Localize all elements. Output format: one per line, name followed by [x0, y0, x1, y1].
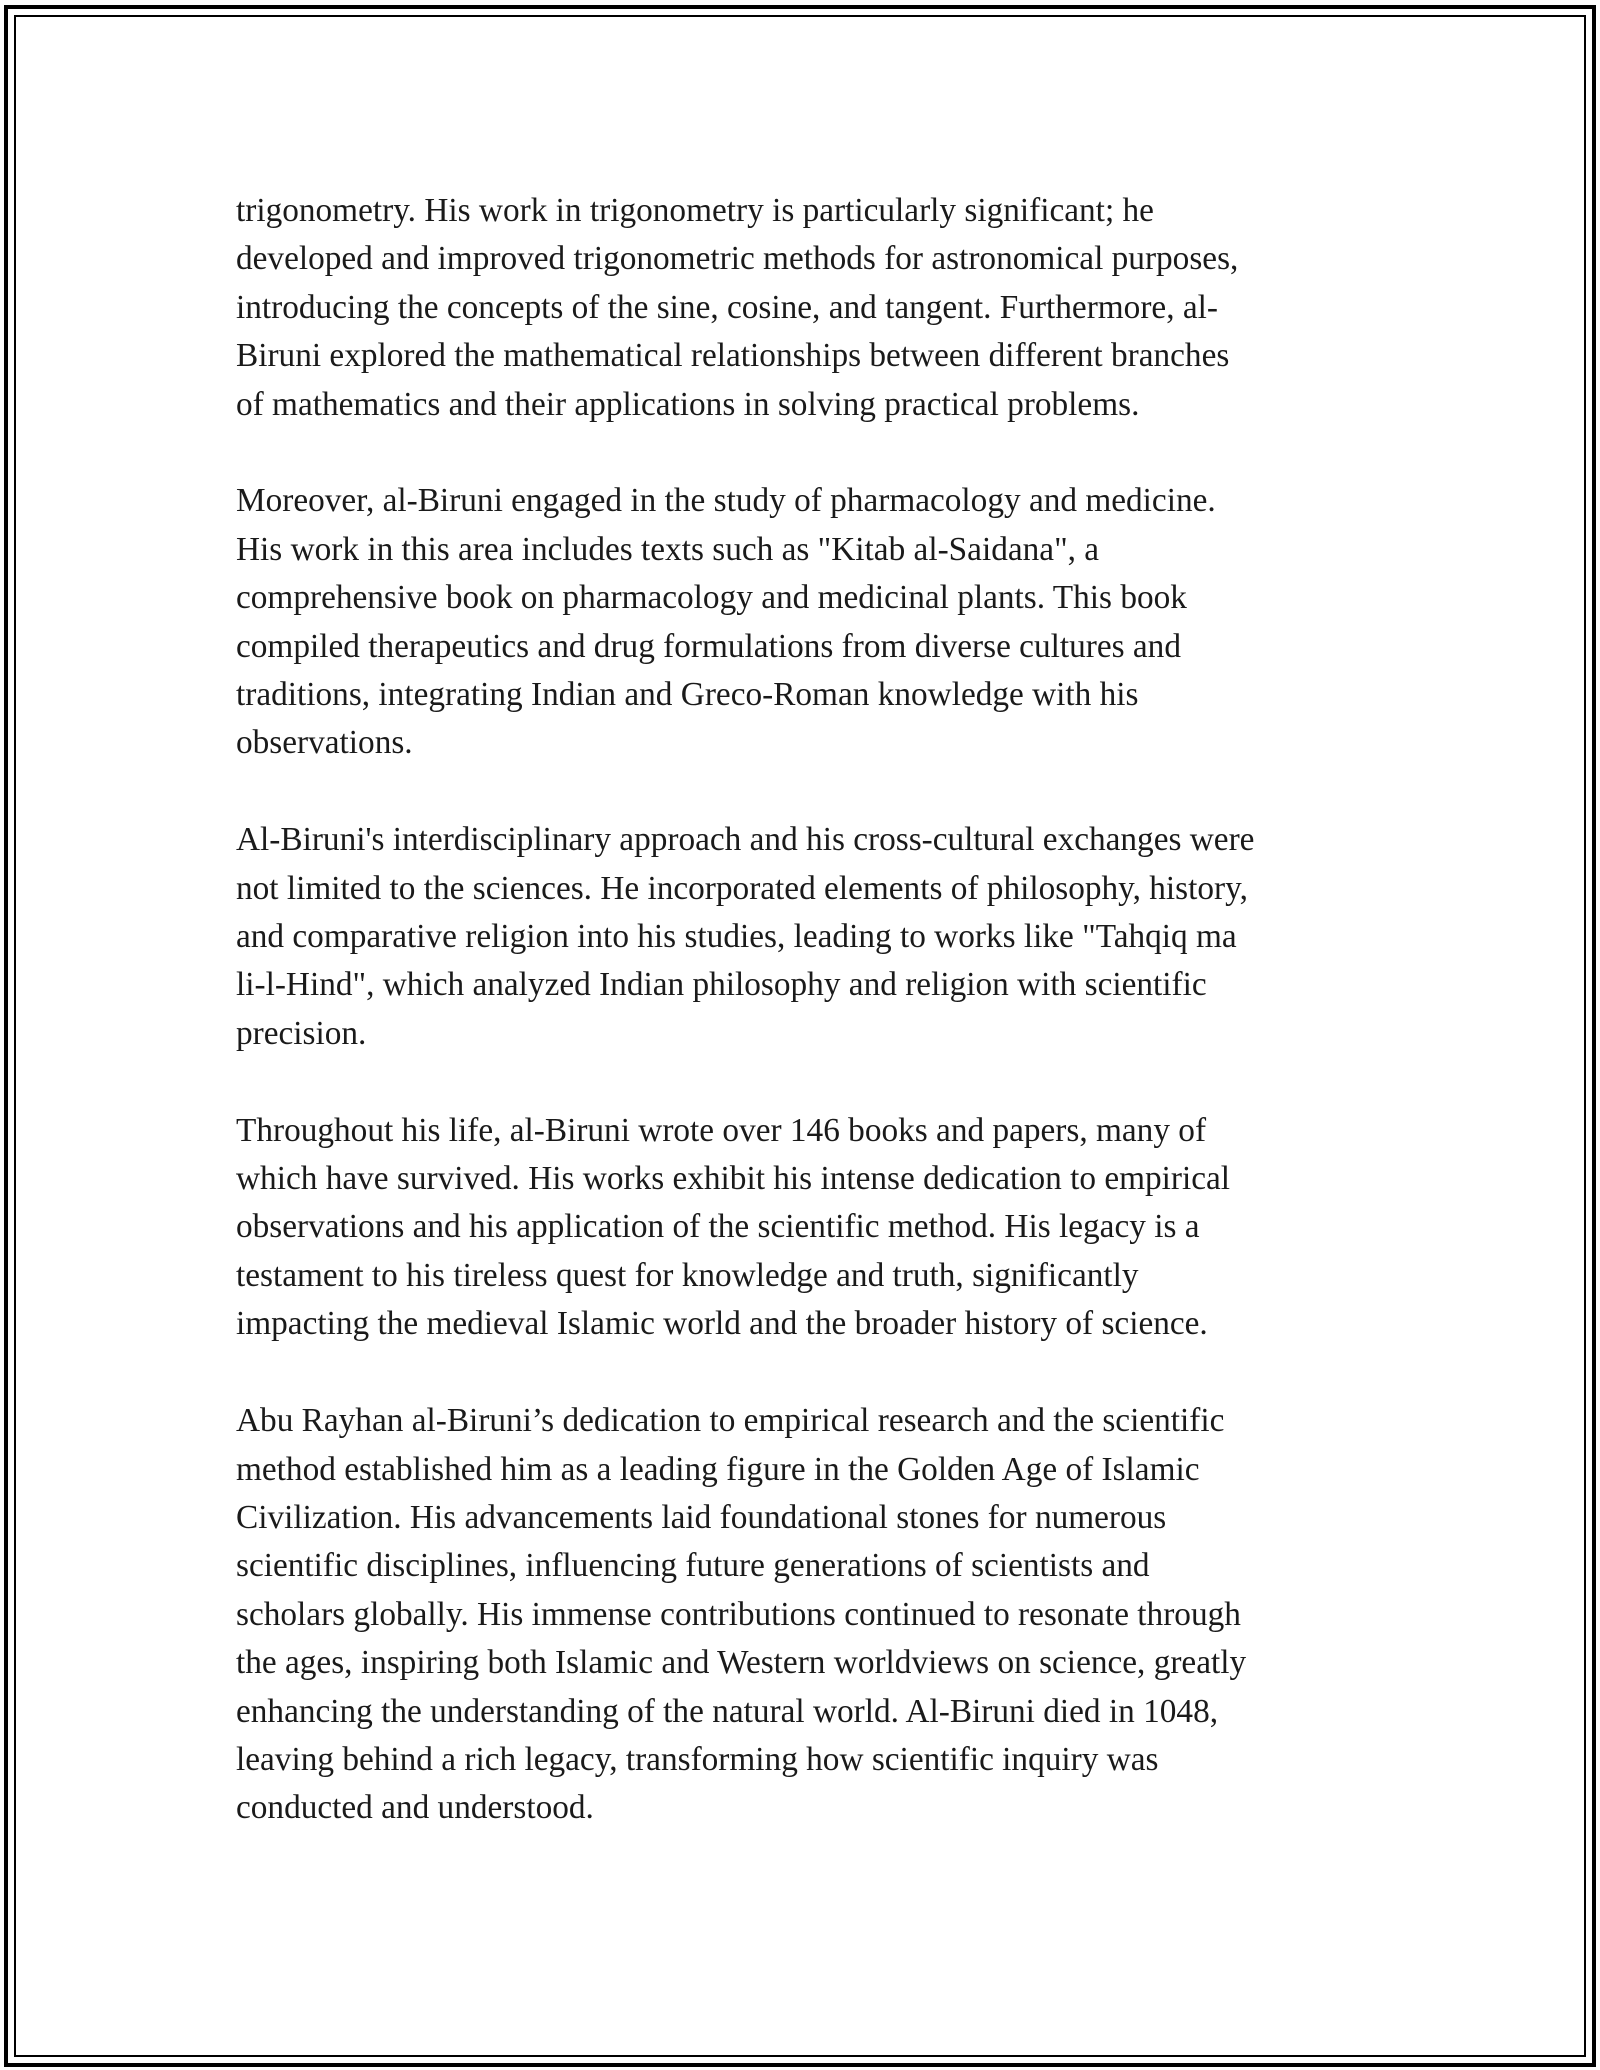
text-line: of mathematics and their applications in solving practical problems.	[236, 385, 1140, 423]
text-line: not limited to the sciences. He incorporated elements of philosophy, history,	[236, 869, 1248, 907]
document-body	[236, 187, 1366, 1881]
text-line: developed and improved trigonometric methods for astronomical purposes,	[236, 240, 1239, 278]
text-line: Throughout his life, al-Biruni wrote over 146 books and papers, many of	[236, 1111, 1207, 1149]
text-line: Biruni explored the mathematical relationships between different branches	[236, 337, 1230, 375]
text-line: Al-Biruni's interdisciplinary approach and his cross-cultural exchanges were	[236, 821, 1255, 859]
text-line: precision.	[236, 1014, 367, 1052]
text-line: enhancing the understanding of the natural world. Al-Biruni died in 1048,	[236, 1692, 1219, 1730]
text-line: Moreover, al-Biruni engaged in the study of pharmacology and medicine.	[236, 482, 1216, 520]
text-line: traditions, integrating Indian and Greco-Roman knowledge with his	[236, 676, 1139, 714]
text-line: li-l-Hind", which analyzed Indian philosophy and religion with scientific	[236, 966, 1207, 1004]
text-line: Abu Rayhan al-Biruni’s dedication to empirical research and the scientific	[236, 1402, 1225, 1440]
text-line: scholars globally. His immense contributions continued to resonate through	[236, 1595, 1241, 1633]
text-line: observations.	[236, 724, 413, 762]
text-line: comprehensive book on pharmacology and medicinal plants. This book	[236, 579, 1187, 617]
text-line: Civilization. His advancements laid foundational stones for numerous	[236, 1498, 1167, 1536]
text-line: the ages, inspiring both Islamic and Western worldviews on science, greatly	[236, 1644, 1247, 1682]
text-line: scientific disciplines, influencing future generations of scientists and	[236, 1547, 1150, 1585]
text-line: testament to his tireless quest for knowledge and truth, significantly	[236, 1256, 1139, 1294]
text-line: and comparative religion into his studies, leading to works like "Tahqiq ma	[236, 918, 1237, 956]
text-line: His work in this area includes texts such as "Kitab al-Saidana", a	[236, 530, 1100, 568]
text-line: compiled therapeutics and drug formulations from diverse cultures and	[236, 627, 1181, 665]
text-line: method established him as a leading figure in the Golden Age of Islamic	[236, 1450, 1200, 1488]
paragraph-interdisciplinary	[236, 816, 1366, 1058]
text-line: observations and his application of the scientific method. His legacy is a	[236, 1208, 1200, 1246]
text-line: which have survived. His works exhibit his intense dedication to empirical	[236, 1160, 1231, 1198]
text-line: impacting the medieval Islamic world and the broader history of science.	[236, 1305, 1208, 1343]
paragraph-trigonometry	[236, 187, 1366, 429]
text-line: leaving behind a rich legacy, transforming how scientific inquiry was	[236, 1740, 1159, 1778]
paragraph-pharmacology	[236, 477, 1366, 767]
paragraph-works	[236, 1107, 1366, 1349]
text-line: trigonometry. His work in trigonometry is particularly significant; he	[236, 192, 1154, 229]
paragraph-legacy	[236, 1397, 1366, 1833]
text-line: conducted and understood.	[236, 1789, 594, 1827]
text-line: introducing the concepts of the sine, cosine, and tangent. Furthermore, al-	[236, 288, 1218, 326]
